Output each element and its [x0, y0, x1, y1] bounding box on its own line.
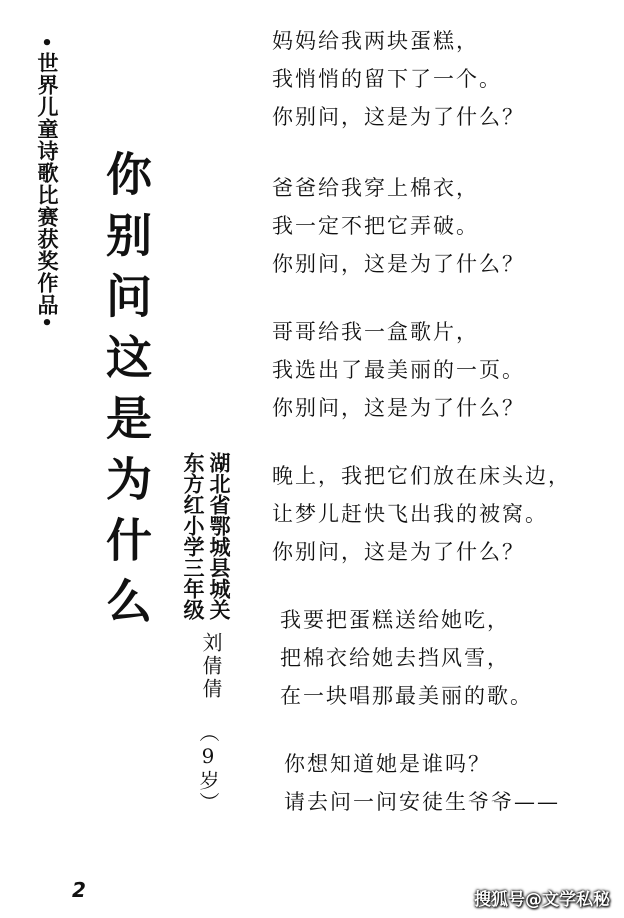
poem-line: 哥哥给我一盒歌片，: [272, 320, 479, 344]
poem-body: [272, 22, 602, 851]
author-school: 湖北省鄂城县城关东方红小学三年级: [181, 452, 231, 620]
poem-line: 爸爸给我穿上棉衣，: [272, 176, 479, 200]
poem-line: 你别问，这是为了什么？: [272, 105, 525, 129]
poem-line: 我选出了最美丽的一页。: [272, 358, 525, 382]
poem-line: 请去问一问安徒生爷爷——: [284, 790, 560, 814]
stanza: [272, 745, 602, 821]
stanza: [272, 313, 602, 427]
poem-line: 让梦儿赶快飞出我的被窝。: [272, 502, 548, 526]
stanza: [272, 457, 602, 571]
series-label-text: 世界儿童诗歌比赛获奖作品: [35, 52, 59, 316]
poem-title: 你别问这是为什么: [99, 150, 153, 638]
poem-line: 我悄悄的留下了一个。: [272, 67, 502, 91]
poem-line: 你别问，这是为了什么？: [272, 540, 525, 564]
poem-line: 你别问，这是为了什么？: [272, 396, 525, 420]
poem-line: 你别问，这是为了什么？: [272, 252, 525, 276]
author-age: （9岁）: [196, 722, 220, 814]
poem-line: 我一定不把它弄破。: [272, 214, 479, 238]
poem-line: 晚上，我把它们放在床头边，: [272, 464, 571, 488]
poem-line: 把棉衣给她去挡风雪，: [280, 646, 510, 670]
page-number: 2: [72, 878, 86, 902]
poem-line: 在一块唱那最美丽的歌。: [280, 684, 533, 708]
stanza: [272, 601, 602, 715]
bullet-top: •: [41, 33, 53, 54]
series-label: [30, 33, 64, 334]
watermark: 搜狐号@文学私秘: [474, 890, 610, 910]
poem-line: 妈妈给我两块蛋糕，: [272, 29, 479, 53]
author-name: 刘倩倩: [199, 632, 223, 701]
stanza: [272, 22, 602, 136]
stanza: [272, 169, 602, 283]
bullet-bottom: •: [41, 313, 53, 334]
poem-line: 你想知道她是谁吗？: [284, 752, 491, 776]
poem-line: 我要把蛋糕送给她吃，: [280, 608, 510, 632]
